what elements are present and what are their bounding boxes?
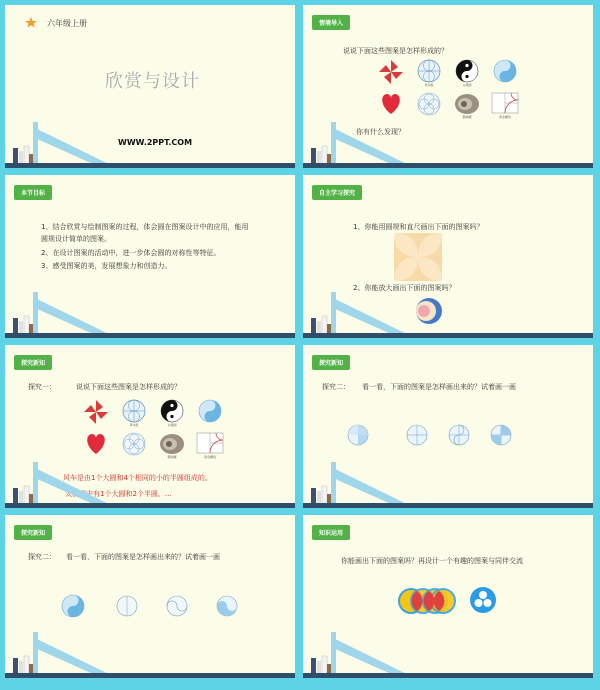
- step-pattern: [111, 593, 143, 619]
- stationery-illustration: [305, 460, 425, 508]
- flower-pattern: [394, 233, 442, 281]
- step-pattern: [342, 422, 374, 448]
- yinyang-pattern: 太极图: [451, 58, 483, 86]
- pattern-grid: [375, 58, 521, 118]
- footer-bar: [5, 333, 295, 338]
- shell-pattern: 鹦鹉螺: [451, 90, 483, 118]
- section-tag: 探究新知: [312, 355, 350, 370]
- pinwheel-pattern: [80, 398, 112, 426]
- slide-self-study[interactable]: [303, 175, 593, 338]
- question-1: 1、你能用圆规和直尺画出下面的图案吗？: [353, 223, 484, 231]
- star-icon: [24, 16, 38, 28]
- section-tag: 知识运用: [312, 525, 350, 540]
- stationery-illustration: [7, 630, 127, 678]
- yinyang-pattern: 太极图: [156, 398, 188, 426]
- footer-bar: [303, 673, 593, 678]
- petal-pattern: [413, 90, 445, 118]
- pattern-grid: [80, 398, 226, 458]
- footer-bar: [303, 163, 593, 168]
- blue-wave-pattern: [489, 58, 521, 86]
- grade-label: 六年级上册: [47, 19, 87, 28]
- olympic-ring-pattern: [397, 586, 457, 616]
- shell-pattern: 鹦鹉螺: [156, 430, 188, 458]
- stationery-illustration: [305, 290, 425, 338]
- explore-question: 看一看，下面的图案是怎样画出来的？试着画一画: [66, 553, 220, 561]
- slide-application[interactable]: [303, 515, 593, 678]
- footer-bar: [5, 163, 295, 168]
- blue-wave-pattern: [194, 398, 226, 426]
- goal-line: 圆规设计简单的图案。: [41, 235, 111, 243]
- stationery-illustration: [305, 630, 425, 678]
- application-question: 你能画出下面的图案吗？再设计一个有趣的图案与同伴交流: [341, 557, 523, 565]
- section-tag: 探究新知: [14, 355, 52, 370]
- slide-cover[interactable]: [5, 5, 295, 168]
- heart-pattern: [375, 90, 407, 118]
- step-pattern: [57, 593, 89, 619]
- goal-line: 2、在设计图案的活动中，进一步体会圆的对称性等特征。: [41, 249, 221, 257]
- step-pattern: [211, 593, 243, 619]
- explore-label: 探究二：: [28, 553, 56, 561]
- footer-bar: [5, 503, 295, 508]
- slide-explore-1[interactable]: [5, 345, 295, 508]
- explore-label: 探究二：: [322, 383, 350, 391]
- explore-question: 说说下面这些图案是怎样形成的？: [76, 383, 181, 391]
- heart-pattern: [80, 430, 112, 458]
- petal-pattern: [118, 430, 150, 458]
- website-link[interactable]: WWW.2PPT.COM: [118, 138, 193, 147]
- slide-intro[interactable]: [303, 5, 593, 168]
- explore-note-1: 风车是由1个大圆和4个相同的小的半圆组成的。: [63, 474, 212, 482]
- footer-bar: [303, 503, 593, 508]
- goal-line: 3、感受图案的美，发展想象力和创造力。: [41, 262, 172, 270]
- spiral-pattern: 黄金螺线: [489, 90, 521, 118]
- slide-title: 欣赏与设计: [105, 71, 200, 92]
- section-tag: 探究新知: [14, 525, 52, 540]
- intro-question: 说说下面这些图案是怎样形成的？: [343, 47, 448, 55]
- stationery-illustration: [305, 120, 425, 168]
- section-tag: 本节目标: [14, 185, 52, 200]
- stationery-illustration: [7, 290, 127, 338]
- pinwheel-pattern: [375, 58, 407, 86]
- spiral-pattern: 黄金螺线: [194, 430, 226, 458]
- explore-note-2: 太极图中有1个大圆和2个半圆。…: [65, 490, 172, 498]
- intro-prompt: 你有什么发现？: [356, 128, 405, 136]
- slide-explore-2b[interactable]: [5, 515, 295, 678]
- step-pattern: [443, 422, 475, 448]
- explore-question: 看一看，下面的图案是怎样画出来的？试着画一画: [362, 383, 516, 391]
- section-tag: 情境导入: [312, 15, 350, 30]
- trefoil-pattern: [469, 586, 497, 614]
- question-2: 2、你能放大画出下面的图案吗？: [353, 284, 456, 292]
- goal-line: 1、结合欣赏与绘制图案的过程，体会圆在图案设计中的应用，能用: [41, 223, 249, 231]
- step-pattern: [401, 422, 433, 448]
- slide-explore-2[interactable]: [303, 345, 593, 508]
- explore-label: 探究一：: [28, 383, 56, 391]
- section-tag: 自主学习探究: [312, 185, 362, 200]
- stationery-illustration: [7, 460, 127, 508]
- footer-bar: [5, 673, 295, 678]
- circle-quarters-pattern: 风车组: [413, 58, 445, 86]
- step-pattern: [485, 422, 517, 448]
- slide-goals[interactable]: [5, 175, 295, 338]
- stationery-illustration: [7, 120, 127, 168]
- circle-quarters-pattern: 风车组: [118, 398, 150, 426]
- step-pattern: [161, 593, 193, 619]
- footer-bar: [303, 333, 593, 338]
